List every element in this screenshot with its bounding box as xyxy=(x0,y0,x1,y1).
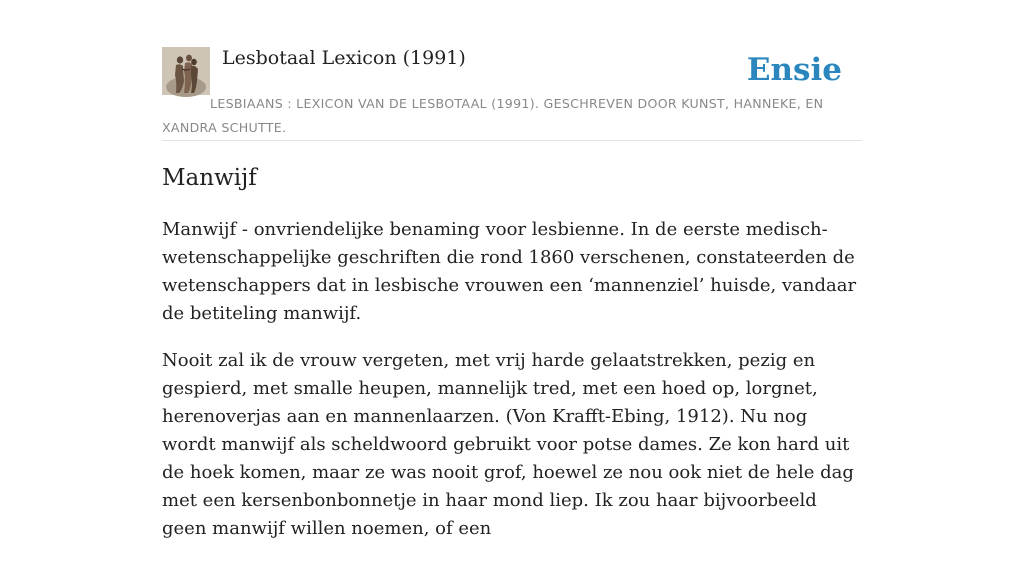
sculpture-icon xyxy=(162,47,210,95)
source-avatar[interactable] xyxy=(162,47,210,95)
entry-body xyxy=(162,216,862,562)
entry-title: Manwijf xyxy=(162,165,257,191)
source-description: LESBIAANS : LEXICON VAN DE LESBOTAAL (1991). GESCHREVEN DOOR KUNST, HANNEKE, EN XANDRA SCHUTTE. xyxy=(162,96,824,135)
entry-paragraph: Nooit zal ik de vrouw vergeten, met vrij harde gelaatstrekken, pezig en gespierd, met smalle heupen, mannelijk tred, met een hoed op, lorgnet, herenoverjas aan en mannenlaarzen. (Von Krafft-Ebing, 1912). Nu nog wordt manwijf als scheldwoord gebruikt voor potse dames. Ze kon hard uit de hoek komen, maar ze was nooit grof, hoewel ze nou ook niet de hele dag met een kersenbonbonnetje in haar mond liep. Ik zou haar bijvoorbeeld geen manwijf willen noemen, of een xyxy=(162,350,854,539)
brand-logo[interactable]: Ensie xyxy=(746,52,842,88)
entry-paragraph: Manwijf - onvriendelijke benaming voor lesbienne. In de eerste medisch-wetenschappelijke geschriften die rond 1860 verschenen, constateerden de wetenschappers dat in lesbische vrouwen een ‘mannenziel’ huisde, vandaar de betiteling manwijf. xyxy=(162,219,857,324)
source-header xyxy=(162,46,862,141)
source-title[interactable]: Lesbotaal Lexicon (1991) xyxy=(222,47,466,69)
